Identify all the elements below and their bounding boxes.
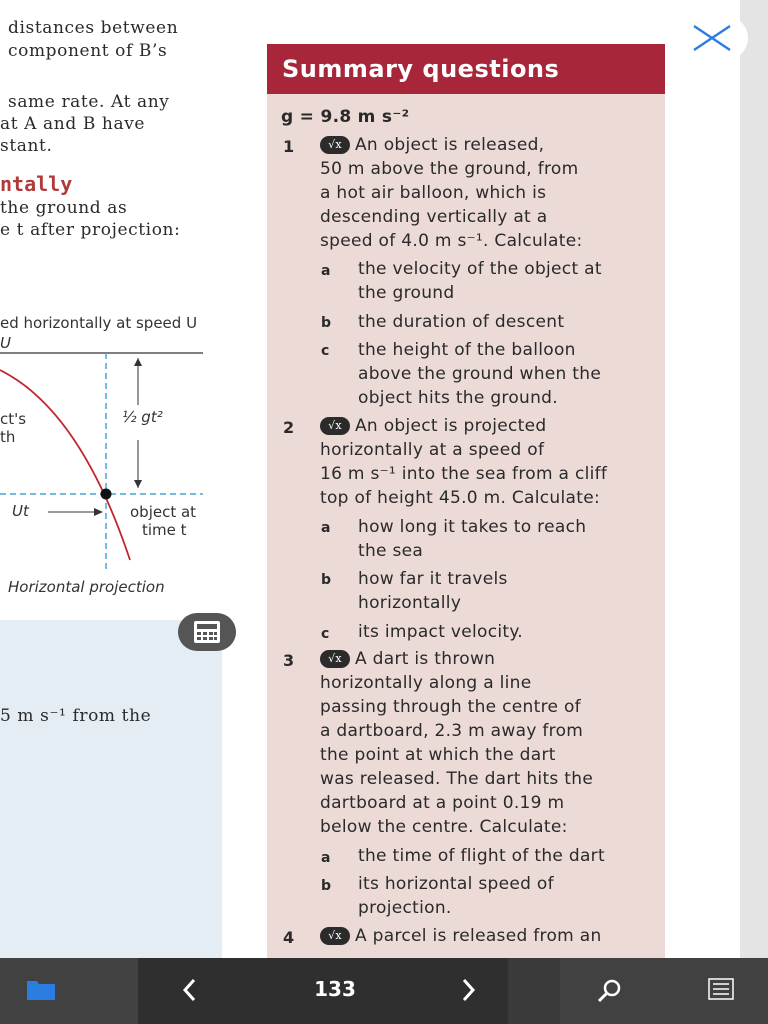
part-text: how far it travels [358,569,508,589]
part-letter: b [321,315,332,331]
question-number: 1 [283,137,295,156]
question-text: dartboard at a point 0.19 m [320,793,565,813]
part-text: the time of flight of the dart [358,846,605,866]
list-icon [708,978,734,1000]
part-letter: c [321,343,330,359]
question-text: √x An object is projected [320,416,546,436]
question-number: 4 [283,928,295,947]
chevron-left-icon [180,978,200,1002]
close-button[interactable] [680,16,748,60]
question-text: top of height 45.0 m. Calculate: [320,488,600,508]
question-text: speed of 4.0 m s⁻¹. Calculate: [320,231,583,251]
diagram-top-label: ed horizontally at speed U [0,314,198,332]
part-text: object hits the ground. [358,388,558,408]
question-text: √x An object is released, [320,135,544,155]
question-text: passing through the centre of [320,697,581,717]
projection-diagram [0,300,222,580]
part-letter: a [321,520,331,536]
question-text: a dartboard, 2.3 m away from [320,721,584,741]
question-text: √x A parcel is released from an [320,926,602,946]
question-text: 16 m s⁻¹ into the sea from a cliff [320,464,608,484]
close-icon [692,22,732,54]
question-text: a hot air balloon, which is [320,183,547,203]
chevron-right-icon [458,978,478,1002]
question-number: 3 [283,651,295,670]
part-text: the duration of descent [358,312,565,332]
page-number: 133 [314,977,356,1001]
question-text: below the centre. Calculate: [320,817,568,837]
part-text: the ground [358,283,455,303]
folder-button[interactable] [0,958,138,1024]
body-text-line: 5 m s⁻¹ from the [0,706,152,726]
question-text: 50 m above the ground, from [320,159,579,179]
diagram-u-label: U [0,334,11,352]
sqrt-icon: √x [320,650,350,668]
diagram-object-label: time t [142,521,187,539]
part-text: the sea [358,541,424,561]
part-text: the velocity of the object at [358,259,602,279]
example-panel [0,620,222,958]
part-letter: b [321,572,332,588]
sqrt-icon: √x [320,927,350,945]
diagram-object-label: object at [130,503,197,521]
next-page-button[interactable] [418,958,518,1024]
part-text: its horizontal speed of [358,874,554,894]
question-text: the point at which the dart [320,745,556,765]
folder-icon [26,978,56,1002]
body-text-line: the ground as [0,198,128,218]
body-text-line: component of B’s [8,41,168,61]
previous-page-button[interactable] [138,958,258,1024]
figure-caption: Horizontal projection [8,578,165,596]
summary-title: Summary questions [267,44,665,94]
section-heading: ntally [0,172,73,196]
part-text: above the ground when the [358,364,602,384]
diagram-drop-label: ½ gt² [122,408,163,426]
part-letter: a [321,850,331,866]
part-text: the height of the balloon [358,340,576,360]
part-text: how long it takes to reach [358,517,587,537]
body-text-line: at A and B have [0,114,146,134]
body-text-line: same rate. At any [8,92,170,112]
part-letter: b [321,878,332,894]
part-letter: c [321,626,330,642]
question-text: horizontally along a line [320,673,532,693]
diagram-path-label: th [0,428,16,446]
search-button[interactable] [560,958,660,1024]
body-text-line: e t after projection: [0,220,181,240]
part-text: its impact velocity. [358,622,523,642]
body-text-line: distances between [8,18,179,38]
question-text: was released. The dart hits the [320,769,594,789]
body-text-line: stant. [0,136,53,156]
bottom-toolbar [0,958,768,1024]
part-letter: a [321,263,331,279]
contents-button[interactable] [660,958,768,1024]
part-text: projection. [358,898,452,918]
summary-questions-box [267,44,665,958]
part-text: horizontally [358,593,462,613]
sqrt-icon: √x [320,136,350,154]
page-edge [740,0,768,958]
question-text: descending vertically at a [320,207,548,227]
gravity-constant: g = 9.8 m s⁻² [281,107,410,127]
sqrt-icon: √x [320,417,350,435]
diagram-ut-label: Ut [12,502,29,520]
question-text: horizontally at a speed of [320,440,545,460]
diagram-path-label: ct's [0,410,27,428]
calculator-icon[interactable] [178,613,236,651]
question-text: √x A dart is thrown [320,649,495,669]
search-icon [596,978,624,1004]
question-number: 2 [283,418,295,437]
